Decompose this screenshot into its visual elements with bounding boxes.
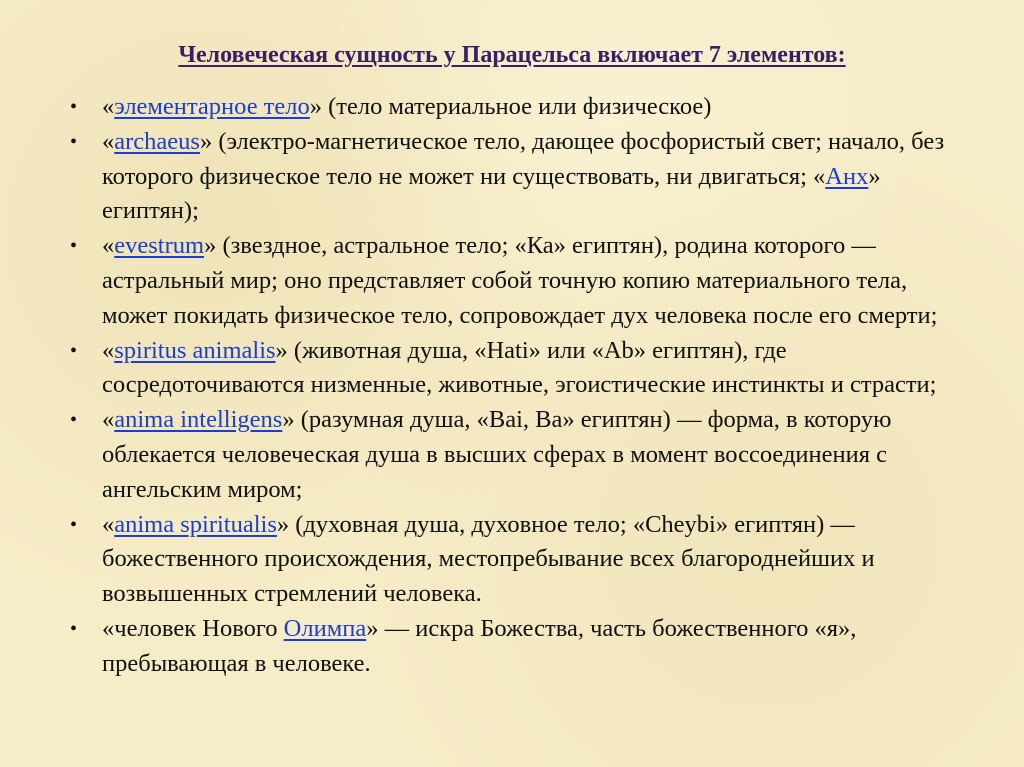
bullet-icon: • (70, 235, 78, 258)
item-text: « (102, 336, 115, 364)
list-item (70, 90, 960, 125)
link-elementary-body[interactable]: элементарное тело (114, 93, 310, 120)
link-spiritus-animalis[interactable]: spiritus animalis (114, 336, 276, 364)
item-text: «человек Нового (102, 614, 284, 642)
item-text: « (102, 127, 115, 155)
item-text: « (102, 93, 115, 120)
bullet-icon: • (70, 339, 78, 362)
bullet-icon: • (70, 96, 78, 118)
link-anima-spiritualis[interactable]: anima spiritualis (114, 510, 277, 538)
bullet-icon: • (70, 617, 78, 640)
link-evestrum[interactable]: evestrum (114, 232, 205, 260)
item-text: » египтян); (102, 162, 881, 225)
item-text: » (электро-магнетическое тело, дающее фосфористый свет; начало, без которого физическое тело не может ни существовать, ни двигаться; « (102, 127, 945, 190)
bullet-icon: • (70, 130, 78, 153)
link-anima-intelligens[interactable]: anima intelligens (114, 406, 283, 434)
list-item (70, 612, 960, 682)
bullet-icon: • (70, 409, 78, 432)
item-text: » (тело материальное или физическое) (309, 93, 712, 120)
item-text: » — искра Божества, часть божественного «я», пребывающая в человеке. (102, 614, 857, 677)
list-item (70, 125, 960, 229)
item-text: » (животная душа, «Hati» или «Ab» египтян), где сосредоточиваются низменные, животные, эгоистические инстинкты и страсти; (102, 336, 937, 399)
list-item (70, 508, 960, 612)
elements-list (70, 90, 960, 682)
link-olympus[interactable]: Олимпа (283, 614, 367, 642)
item-text: » (духовная душа, духовное тело; «Cheybi» египтян) — божественного происхождения, местопребывание всех благороднейших и возвышенных стремлений человека. (102, 510, 875, 608)
item-text: « (102, 232, 115, 260)
item-text: » (разумная душа, «Bai, Ba» египтян) — форма, в которую облекается человеческая душа в высших сферах в момент воссоединения с ангельским миром; (102, 406, 892, 503)
list-item (70, 229, 960, 333)
item-text: » (звездное, астральное тело; «Ка» египтян), родина которого — астральный мир; оно представляет собой точную копию материального тела, может покидать физическое тело, сопровождает дух человека после его смерти; (102, 232, 938, 329)
bullet-icon: • (70, 513, 78, 536)
link-archaeus[interactable]: archaeus (114, 127, 200, 155)
item-text: « (102, 406, 115, 434)
list-item (70, 403, 960, 507)
slide-title: Человеческая сущность у Парацельса включает 7 элементов: (178, 42, 846, 68)
link-ankh[interactable]: Анх (825, 162, 869, 190)
item-text: « (102, 510, 115, 538)
list-item (70, 334, 960, 404)
